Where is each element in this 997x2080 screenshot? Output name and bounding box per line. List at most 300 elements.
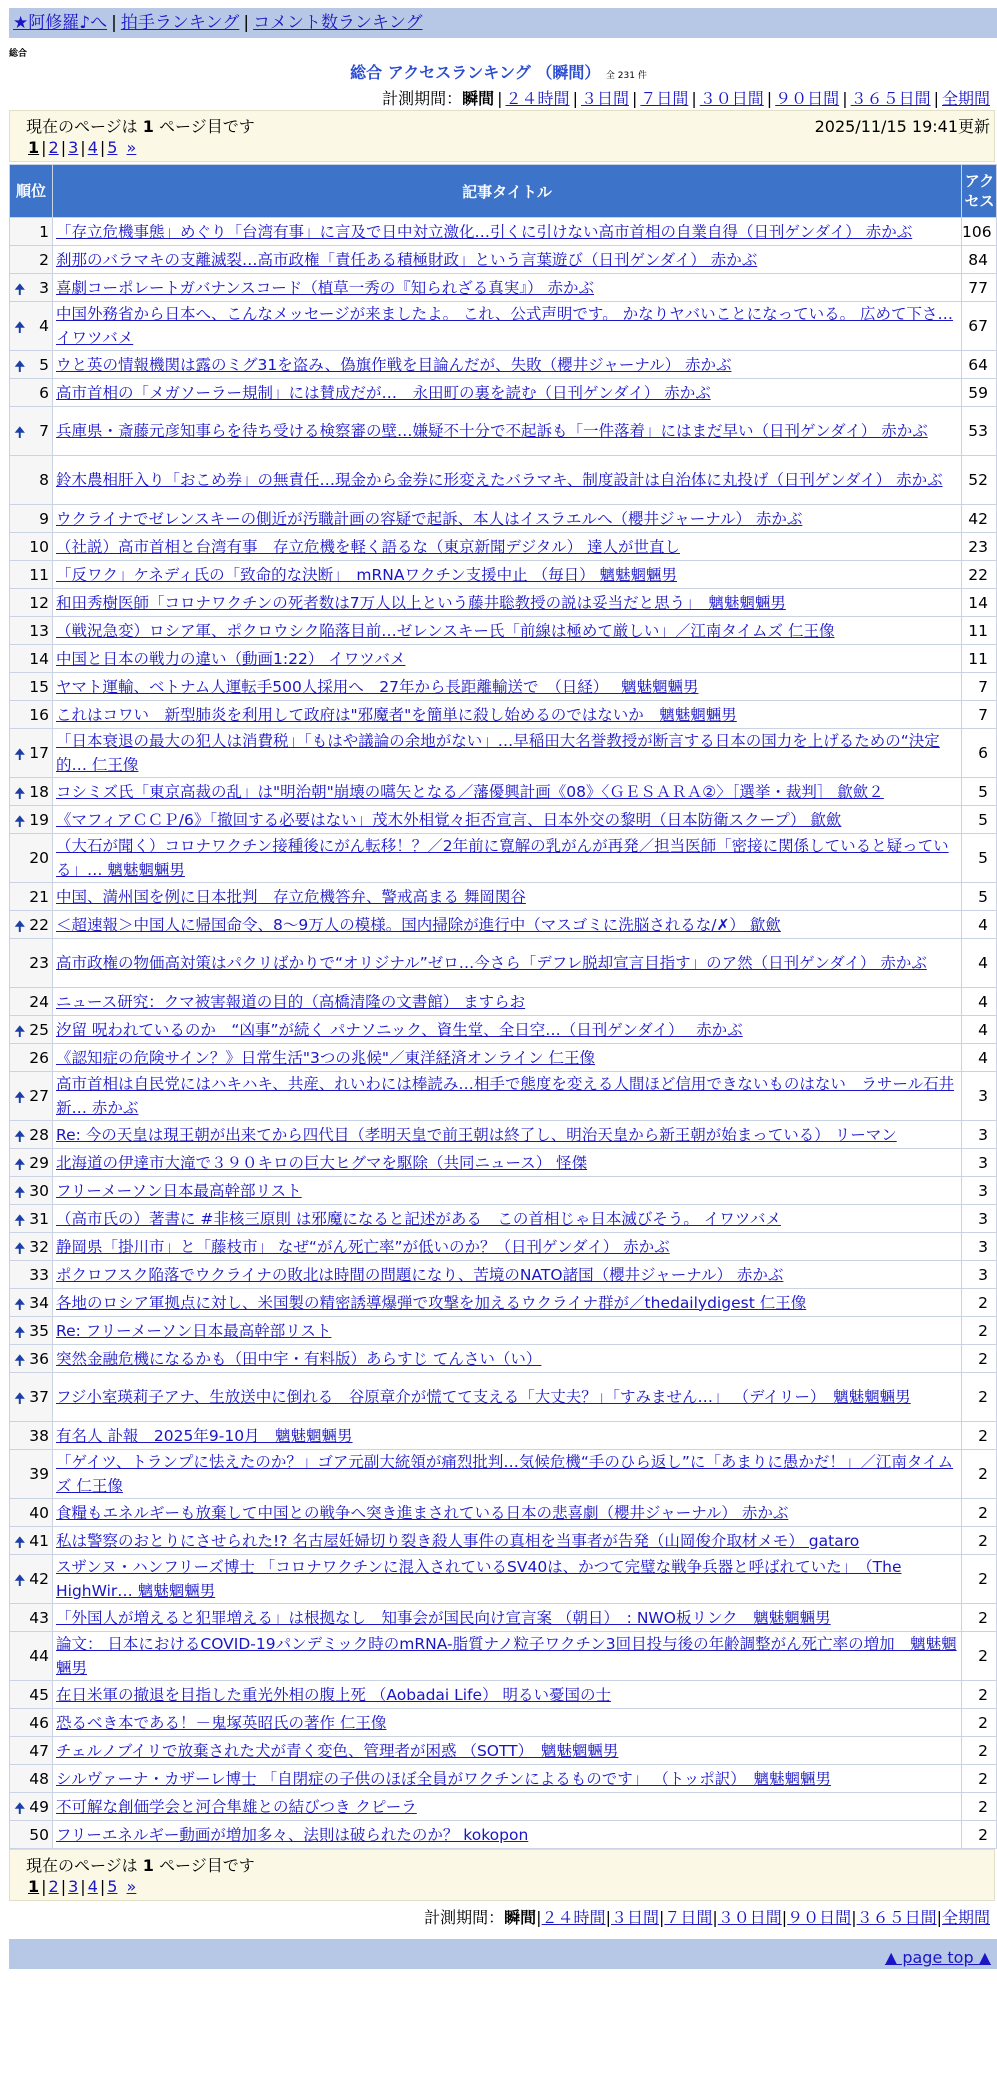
title-cell <box>53 1044 962 1072</box>
title-cell <box>53 1149 962 1177</box>
rank-number: 36 <box>29 1349 49 1368</box>
access-count: 2 <box>962 1450 997 1499</box>
rank-cell <box>10 1450 53 1499</box>
pager-link[interactable]: » <box>126 1877 137 1896</box>
rank-cell <box>10 1177 53 1205</box>
rank-cell <box>10 988 53 1016</box>
period-link[interactable]: ２４時間 <box>541 1908 606 1927</box>
table-row <box>10 1555 997 1604</box>
rank-number: 27 <box>29 1087 49 1105</box>
title-cell <box>53 1177 962 1205</box>
title-header: 記事タイトル <box>53 165 962 218</box>
table-row <box>10 1681 997 1709</box>
pager-link[interactable]: 5 <box>107 1877 118 1896</box>
access-count: 2 <box>962 1681 997 1709</box>
table-row <box>10 1709 997 1737</box>
rank-cell <box>10 729 53 778</box>
article-link[interactable]: ヤマト運輸、ベトナム人運転手500人採用へ 27年から長距離輸送で （日経） 魑魅魍魎男 <box>56 677 699 696</box>
period-separator: | <box>842 89 848 108</box>
article-link[interactable]: 《マフィアＣＣＰ/6》「撤回する必要はない」茂木外相覚々拒否宣言、日本外交の黎明（日本防衛スクープ） 歙歛 <box>56 810 842 829</box>
rank-number: 38 <box>29 1426 49 1445</box>
nav-separator: | <box>111 13 117 33</box>
pager-current[interactable] <box>28 138 39 157</box>
pager-link[interactable]: 3 <box>68 1877 79 1896</box>
table-row <box>10 701 997 729</box>
comment-ranking-link[interactable]: コメント数ランキング <box>253 13 423 33</box>
period-link[interactable]: ９０日間 <box>787 1908 852 1927</box>
period-link[interactable]: ３６５日間 <box>850 89 931 108</box>
access-count: 11 <box>962 617 997 645</box>
article-link[interactable]: （大石が聞く）コロナワクチン接種後にがん転移！？／2年前に寛解の乳がんが再発／担当医師「密接に関係していると疑っている」… 魑魅魍魎男 <box>56 837 949 879</box>
table-row <box>10 1450 997 1499</box>
current-page-post: ページ目です <box>159 1856 255 1875</box>
pager-separator: | <box>80 138 86 157</box>
article-link[interactable]: 論文： 日本におけるCOVID-19パンデミック時のmRNA-脂質ナノ粒子ワクチン3回目投与後の年齢調整がん死亡率の増加 魑魅魍魎男 <box>56 1635 957 1677</box>
article-link[interactable]: 食糧もエネルギーも放棄して中国との戦争へ突き進まされている日本の悲喜劇（櫻井ジャーナル） 赤かぶ <box>56 1503 789 1522</box>
access-count: 7 <box>962 701 997 729</box>
table-row <box>10 778 997 806</box>
pager-separator: | <box>99 138 106 157</box>
table-row <box>10 456 997 505</box>
pager-separator: | <box>41 1877 47 1896</box>
access-header <box>962 165 997 218</box>
period-link[interactable]: 全期間 <box>941 89 990 108</box>
rank-cell <box>10 1072 53 1121</box>
rank-number: 19 <box>29 810 49 829</box>
article-link[interactable]: コシミズ氏「東京高裁の乱」は"明治朝"崩壊の嚆矢となる／藩優興計画《08》〈ＧＥＳＡＲＡ②〉［選挙・裁判］ 歙歛２ <box>56 782 884 801</box>
rank-cell <box>10 834 53 883</box>
rank-up-icon: 🠉 <box>14 1352 26 1369</box>
rank-number: 46 <box>29 1713 49 1732</box>
clap-ranking-link[interactable]: 拍手ランキング <box>120 13 240 33</box>
table-row <box>10 1793 997 1821</box>
rank-number: 10 <box>29 537 49 556</box>
pager-link[interactable]: 2 <box>48 138 59 157</box>
rank-up-icon: 🠉 <box>14 1212 26 1229</box>
period-link[interactable]: 全期間 <box>941 1908 990 1927</box>
rank-up-icon: 🠉 <box>14 1324 26 1341</box>
rank-header-text: 順位 <box>15 182 46 200</box>
rank-number: 47 <box>29 1741 49 1760</box>
article-link[interactable]: ニュース研究：クマ被害報道の目的（高橋清隆の文書館） ますらお <box>56 992 526 1011</box>
rank-cell <box>10 778 53 806</box>
table-row <box>10 1016 997 1044</box>
rank-number: 43 <box>29 1608 49 1627</box>
pager-separator: | <box>99 1877 106 1896</box>
access-count: 2 <box>962 1345 997 1373</box>
article-link[interactable]: Re: 今の天皇は現王朝が出来てから四代目（孝明天皇で前王朝は終了し、明治天皇から新王朝が始まっている） リーマン <box>56 1125 897 1144</box>
title-cell <box>53 274 962 302</box>
current-page-text <box>26 114 255 137</box>
title-cell <box>53 1765 962 1793</box>
rank-cell <box>10 533 53 561</box>
article-link[interactable]: 汐留 呪われているのか “凶事”が続く パナソニック、資生堂、全日空…（日刊ゲンダイ） 赤かぶ <box>56 1020 743 1039</box>
period-current: 瞬間 <box>504 1908 537 1927</box>
pager-link[interactable]: 4 <box>87 138 98 157</box>
rank-number: 49 <box>29 1797 49 1816</box>
title-cell <box>53 673 962 701</box>
table-row <box>10 645 997 673</box>
period-link[interactable]: ３６５日間 <box>856 1908 937 1927</box>
title-cell <box>53 939 962 988</box>
article-link[interactable]: ポクロフスク陥落でウクライナの敗北は時間の問題になり、苦境のNATO諸国（櫻井ジャーナル） 赤かぶ <box>56 1265 784 1284</box>
title-cell <box>53 1821 962 1849</box>
rank-number: 48 <box>29 1769 49 1788</box>
title-cell <box>53 561 962 589</box>
rank-cell <box>10 1261 53 1289</box>
article-link[interactable]: 「日本衰退の最大の犯人は消費税」「もはや議論の余地がない」…早稲田大名誉教授が断言する日本の国力を上げるための“決定的… 仁王像 <box>56 732 940 774</box>
access-count: 4 <box>962 911 997 939</box>
title-cell <box>53 533 962 561</box>
period-current: 瞬間 <box>462 89 495 108</box>
article-link[interactable]: 《認知症の危険サイン？》日常生活"3つの兆候"／東洋経済オンライン 仁王像 <box>56 1048 595 1067</box>
rank-number: 20 <box>29 849 49 867</box>
title-cell <box>53 379 962 407</box>
title-cell <box>53 617 962 645</box>
pagination <box>28 138 136 157</box>
access-count: 2 <box>962 1604 997 1632</box>
rank-number: 22 <box>29 915 49 934</box>
access-count: 2 <box>962 1373 997 1422</box>
article-link[interactable]: 静岡県「掛川市」と「藤枝市」 なぜ“がん死亡率”が低いのか？（日刊ゲンダイ） 赤かぶ <box>56 1237 670 1256</box>
article-link[interactable]: 高市首相の「メガソーラー規制」には賛成だが… 永田町の裏を読む（日刊ゲンダイ） 赤かぶ <box>56 383 711 402</box>
rank-cell <box>10 1373 53 1422</box>
table-row <box>10 1632 997 1681</box>
rank-number: 21 <box>29 887 49 906</box>
rank-cell <box>10 1527 53 1555</box>
article-link[interactable]: 「存立危機事態」めぐり「台湾有事」に言及で日中対立激化…引くに引けない高市首相の自業自得（日刊ゲンダイ） 赤かぶ <box>56 222 913 241</box>
rank-number: 12 <box>29 593 49 612</box>
rank-cell <box>10 1681 53 1709</box>
article-link[interactable]: 中国外務省から日本へ、こんなメッセージが来ましたよ。 これ、公式声明です。 かなりヤバいことになっている。 広めて下さ… イワツバメ <box>56 305 954 347</box>
article-link[interactable]: 中国と日本の戦力の違い（動画1:22） イワツバメ <box>56 649 406 668</box>
article-link[interactable]: フジ小室瑛莉子アナ、生放送中に倒れる 谷原章介が慌てて支える「大丈夫？」「すみません…」 （デイリー） 魑魅魍魎男 <box>56 1388 911 1406</box>
article-link[interactable]: 「反ワク」ケネディ氏の「致命的な決断」 mRNAワクチン支援中止 （毎日） 魑魅魍魎男 <box>56 565 678 584</box>
title-cell <box>53 806 962 834</box>
title-cell <box>53 589 962 617</box>
article-link[interactable]: ウと英の情報機関は露のミグ31を盗み、偽旗作戦を目論んだが、失敗（櫻井ジャーナル） 赤かぶ <box>56 355 732 374</box>
table-row <box>10 1149 997 1177</box>
article-link[interactable]: フリーエネルギー動画が増加多々、法則は破られたのか？ kokopon <box>56 1825 529 1844</box>
pager-link[interactable]: 5 <box>107 138 118 157</box>
period-separator: | <box>572 89 578 108</box>
total-count: 全 231 件 <box>605 71 647 81</box>
rank-cell <box>10 1233 53 1261</box>
table-row <box>10 1317 997 1345</box>
access-count: 5 <box>962 778 997 806</box>
access-count: 3 <box>962 1149 997 1177</box>
rank-number: 32 <box>29 1237 49 1256</box>
table-row <box>10 505 997 533</box>
rank-number: 44 <box>29 1647 49 1665</box>
period-link[interactable]: ９０日間 <box>775 89 840 108</box>
table-row <box>10 218 997 246</box>
access-count: 2 <box>962 1793 997 1821</box>
category-label: 総合 <box>9 49 28 59</box>
article-link[interactable]: 高市政権の物価高対策はパクリばかりで“オリジナル”ゼロ…今さら「デフレ脱却宣言目指す」のア然（日刊ゲンダイ） 赤かぶ <box>56 954 927 972</box>
access-count: 2 <box>962 1737 997 1765</box>
access-count: 5 <box>962 883 997 911</box>
title-cell <box>53 246 962 274</box>
article-link[interactable]: 刹那のバラマキの支離滅裂…高市政権「責任ある積極財政」という言葉遊び（日刊ゲンダイ） 赤かぶ <box>56 250 758 269</box>
article-link[interactable]: 高市首相は自民党にはハキハキ、共産、れいわには棒読み…相手で態度を変える人間ほど信用できないものはない ラサール石井 新… 赤かぶ <box>56 1075 955 1117</box>
access-count: 3 <box>962 1233 997 1261</box>
rank-up-icon: 🠉 <box>14 1128 26 1145</box>
rank-number: 28 <box>29 1125 49 1144</box>
rank-cell <box>10 1499 53 1527</box>
title-cell <box>53 1317 962 1345</box>
title-cell <box>53 1233 962 1261</box>
rank-up-icon: 🠉 <box>14 1391 26 1407</box>
rank-cell <box>10 246 53 274</box>
table-row <box>10 806 997 834</box>
article-link[interactable]: 在日米軍の撤退を目指した重光外相の腹上死 （Aobadai Life） 明るい憂国の士 <box>56 1685 612 1704</box>
period-separator: | <box>605 1908 611 1927</box>
title-cell <box>53 1681 962 1709</box>
rank-number: 9 <box>39 509 49 528</box>
rank-number: 15 <box>29 677 49 696</box>
rank-number: 29 <box>29 1153 49 1172</box>
rank-cell <box>10 645 53 673</box>
rank-cell <box>10 561 53 589</box>
title-cell <box>53 834 962 883</box>
article-link[interactable]: フリーメーソン日本最高幹部リスト <box>56 1181 302 1200</box>
article-link[interactable]: （高市氏の）著書に #非核三原則 は邪魔になると記述がある この首相じゃ日本滅びそう。 イワツバメ <box>56 1209 781 1228</box>
table-row <box>10 1604 997 1632</box>
rank-number: 40 <box>29 1503 49 1522</box>
table-row <box>10 351 997 379</box>
article-link[interactable]: シルヴァーナ・カザーレ博士 「自閉症の子供のほぼ全員がワクチンによるものです」 （トッポ訳） 魑魅魍魎男 <box>56 1769 832 1788</box>
title-cell <box>53 1422 962 1450</box>
article-link[interactable]: 恐るべき本である！－鬼塚英昭氏の著作 仁王像 <box>56 1713 387 1732</box>
period-separator: | <box>658 1908 665 1927</box>
title-cell <box>53 778 962 806</box>
article-link[interactable]: 「外国人が増えると犯罪増える」は根拠なし 知事会が国民向け宣言案 （朝日） : NWO板リンク 魑魅魍魎男 <box>56 1608 831 1627</box>
period-link[interactable]: ３０日間 <box>717 1908 782 1927</box>
home-link[interactable]: ★阿修羅♪へ <box>13 13 108 33</box>
title-cell <box>53 1261 962 1289</box>
rank-cell <box>10 673 53 701</box>
rank-cell <box>10 1289 53 1317</box>
title-cell <box>53 883 962 911</box>
article-link[interactable]: チェルノブイリで放棄された犬が青く変色、管理者が困惑 （SOTT） 魑魅魍魎男 <box>56 1741 619 1760</box>
access-count: 2 <box>962 1289 997 1317</box>
access-count: 2 <box>962 1499 997 1527</box>
article-link[interactable]: 北海道の伊達市大滝で３９０キロの巨大ヒグマを駆除（共同ニュース） 怪傑 <box>56 1153 588 1172</box>
table-row <box>10 1177 997 1205</box>
title-cell <box>53 1737 962 1765</box>
rank-up-icon: 🠉 <box>14 281 26 298</box>
article-link[interactable]: ＜超速報＞中国人に帰国命令、8〜9万人の模様。国内掃除が進行中（マスゴミに洗脳されるな/✗） 歙歛 <box>56 915 781 934</box>
pager-link-current[interactable]: 1 <box>28 1877 40 1896</box>
pager-separator: | <box>41 138 47 157</box>
rank-up-icon: 🠉 <box>14 813 26 830</box>
period-separator: | <box>691 89 697 108</box>
period-link[interactable]: ３日間 <box>610 1908 659 1927</box>
access-count: 42 <box>962 505 997 533</box>
period-link[interactable]: ２４時間 <box>505 89 570 108</box>
pager-link[interactable]: 3 <box>68 138 79 157</box>
rank-cell <box>10 1205 53 1233</box>
article-link[interactable]: スザンヌ・ハンフリーズ博士 「コロナワクチンに混入されているSV40は、かつて完璧な戦争兵器と呼ばれていた」 （The HighWir… 魑魅魍魎男 <box>56 1558 902 1600</box>
article-link[interactable]: Re: フリーメーソン日本最高幹部リスト <box>56 1321 332 1340</box>
rank-cell <box>10 1793 53 1821</box>
title-cell <box>53 729 962 778</box>
top-nav-bar <box>9 8 997 38</box>
period-separator: | <box>933 89 939 108</box>
rank-number: 18 <box>29 782 49 801</box>
title-cell <box>53 1555 962 1604</box>
access-count: 4 <box>962 939 997 988</box>
title-cell <box>53 1527 962 1555</box>
access-count: 67 <box>962 302 997 351</box>
rank-number: 26 <box>29 1048 49 1067</box>
rank-number: 7 <box>39 422 49 440</box>
table-row <box>10 1205 997 1233</box>
pager-link-current[interactable]: 1 <box>28 138 40 157</box>
access-count: 22 <box>962 561 997 589</box>
pager-link[interactable]: » <box>126 138 137 157</box>
article-link[interactable]: 不可解な創価学会と河合隼雄との結びつき クピーラ <box>56 1797 417 1816</box>
period-link[interactable]: ３０日間 <box>699 89 764 108</box>
article-link[interactable]: 突然金融危機になるかも（田中宇・有料版）あらすじ てんさい（い） <box>56 1349 542 1368</box>
rank-cell <box>10 701 53 729</box>
rank-up-icon: 🠉 <box>14 320 26 336</box>
access-count: 2 <box>962 1765 997 1793</box>
title-cell <box>53 351 962 379</box>
title-cell <box>53 1709 962 1737</box>
rank-cell <box>10 302 53 351</box>
access-count: 2 <box>962 1709 997 1737</box>
period-link[interactable]: ７日間 <box>640 89 689 108</box>
title-cell <box>53 701 962 729</box>
access-count: 2 <box>962 1821 997 1849</box>
article-link[interactable]: 各地のロシア軍拠点に対し、米国製の精密誘導爆弾で攻撃を加えるウクライナ群が／thedailydigest 仁王像 <box>56 1293 807 1312</box>
table-row <box>10 939 997 988</box>
access-count: 64 <box>962 351 997 379</box>
rank-cell <box>10 1555 53 1604</box>
table-row <box>10 834 997 883</box>
period-label: 計測期間： <box>382 89 463 108</box>
rank-number: 8 <box>39 471 49 489</box>
title-cell <box>53 1373 962 1422</box>
rank-cell <box>10 1016 53 1044</box>
rank-cell <box>10 806 53 834</box>
rank-number: 1 <box>39 222 49 241</box>
article-link[interactable]: 「ゲイツ、トランプに怯えたのか？」ゴア元副大統領が痛烈批判…気候危機“手のひら返し”に「あまりに愚かだ！」／江南タイムズ 仁王像 <box>56 1453 954 1495</box>
period-separator: | <box>766 89 773 108</box>
access-count: 2 <box>962 1317 997 1345</box>
page-top-link[interactable]: ▲ page top ▲ <box>884 1948 991 1967</box>
rank-number: 11 <box>29 565 49 584</box>
access-count: 77 <box>962 274 997 302</box>
access-count: 3 <box>962 1205 997 1233</box>
article-link[interactable]: 喜劇コーポレートガバナンスコード（植草一秀の『知られざる真実』） 赤かぶ <box>56 278 594 297</box>
rank-up-icon: 🠉 <box>14 425 26 441</box>
rank-up-icon: 🠉 <box>14 785 26 802</box>
article-link[interactable]: 中国、満州国を例に日本批判 存立危機答弁、警戒高まる 舞岡関谷 <box>56 887 526 906</box>
rank-up-icon: 🠉 <box>14 1240 26 1257</box>
access-count: 7 <box>962 673 997 701</box>
rank-number: 33 <box>29 1265 49 1284</box>
table-row <box>10 988 997 1016</box>
article-link[interactable]: （社説）高市首相と台湾有事 存立危機を軽く語るな（東京新聞デジタル） 達人が世直し <box>56 537 681 556</box>
table-row <box>10 1289 997 1317</box>
table-row <box>10 1261 997 1289</box>
pager-current[interactable] <box>28 1877 39 1896</box>
rank-number: 39 <box>29 1465 49 1483</box>
article-link[interactable]: （戦況急変）ロシア軍、ポクロウシク陥落目前…ゼレンスキー氏「前線は極めて厳しい」／江南タイムズ 仁王像 <box>56 621 835 640</box>
current-page-pre: 現在のページは <box>26 117 138 136</box>
rank-cell <box>10 1632 53 1681</box>
rank-cell <box>10 1317 53 1345</box>
access-count: 4 <box>962 1016 997 1044</box>
rank-cell <box>10 1604 53 1632</box>
period-link[interactable]: ３日間 <box>580 89 629 108</box>
rank-up-icon: 🠉 <box>14 1534 26 1551</box>
title-cell <box>53 302 962 351</box>
title-cell <box>53 1345 962 1373</box>
pager-separator <box>117 138 126 157</box>
access-count: 3 <box>962 1072 997 1121</box>
period-selector-bottom <box>424 1905 990 1928</box>
article-link[interactable]: 和田秀樹医師「コロナワクチンの死者数は7万人以上という藤井聡教授の説は妥当だと思う」 魑魅魍魎男 <box>56 593 786 612</box>
table-row <box>10 407 997 456</box>
title-cell <box>53 456 962 505</box>
page-info-box-top <box>9 110 995 162</box>
rank-cell <box>10 883 53 911</box>
period-separator: | <box>851 1908 857 1927</box>
access-count: 14 <box>962 589 997 617</box>
pager-link[interactable]: 4 <box>87 1877 98 1896</box>
rank-cell <box>10 617 53 645</box>
rank-number: 2 <box>39 250 49 269</box>
access-count: 84 <box>962 246 997 274</box>
access-count: 53 <box>962 407 997 456</box>
table-row <box>10 1072 997 1121</box>
table-row <box>10 1044 997 1072</box>
rank-number: 37 <box>29 1388 49 1406</box>
article-link[interactable]: ウクライナでゼレンスキーの側近が汚職計画の容疑で起訴、本人はイスラエルへ（櫻井ジャーナル） 赤かぶ <box>56 509 803 528</box>
title-cell <box>53 911 962 939</box>
title-cell <box>53 218 962 246</box>
title-cell <box>53 1205 962 1233</box>
pager-separator: | <box>80 1877 86 1896</box>
rank-cell <box>10 1121 53 1149</box>
rank-number: 13 <box>29 621 49 640</box>
rank-cell <box>10 274 53 302</box>
title-cell <box>53 1121 962 1149</box>
article-link[interactable]: 鈴木農相肝入り「おこめ券」の無責任…現金から金券に形変えたバラマキ、制度設計は自治体に丸投げ（日刊ゲンダイ） 赤かぶ <box>56 471 943 489</box>
pager-link[interactable]: 2 <box>48 1877 59 1896</box>
period-link[interactable]: ７日間 <box>664 1908 713 1927</box>
rank-cell <box>10 456 53 505</box>
rank-number: 14 <box>29 649 49 668</box>
access-count: 5 <box>962 834 997 883</box>
rank-number: 17 <box>29 744 49 762</box>
table-header-row <box>10 165 997 218</box>
current-page-pre: 現在のページは <box>26 1856 138 1875</box>
rank-number: 45 <box>29 1685 49 1704</box>
article-link[interactable]: 私は警察のおとりにさせられた!? 名古屋妊婦切り裂き殺人事件の真相を当事者が告発（山岡俊介取材メモ） gataro <box>56 1531 860 1550</box>
article-link[interactable]: 兵庫県・斎藤元彦知事らを待ち受ける検察審の壁…嫌疑不十分で不起訴も「一件落着」にはまだ早い（日刊ゲンダイ） 赤かぶ <box>56 422 928 440</box>
title-cell <box>53 645 962 673</box>
article-link[interactable]: これはコワい 新型肺炎を利用して政府は"邪魔者"を簡単に殺し始めるのではないか 魑魅魍魎男 <box>56 705 737 724</box>
table-row <box>10 1527 997 1555</box>
access-count: 52 <box>962 456 997 505</box>
access-count: 59 <box>962 379 997 407</box>
article-link[interactable]: 有名人 訃報 2025年9-10月 魑魅魍魎男 <box>56 1426 353 1445</box>
